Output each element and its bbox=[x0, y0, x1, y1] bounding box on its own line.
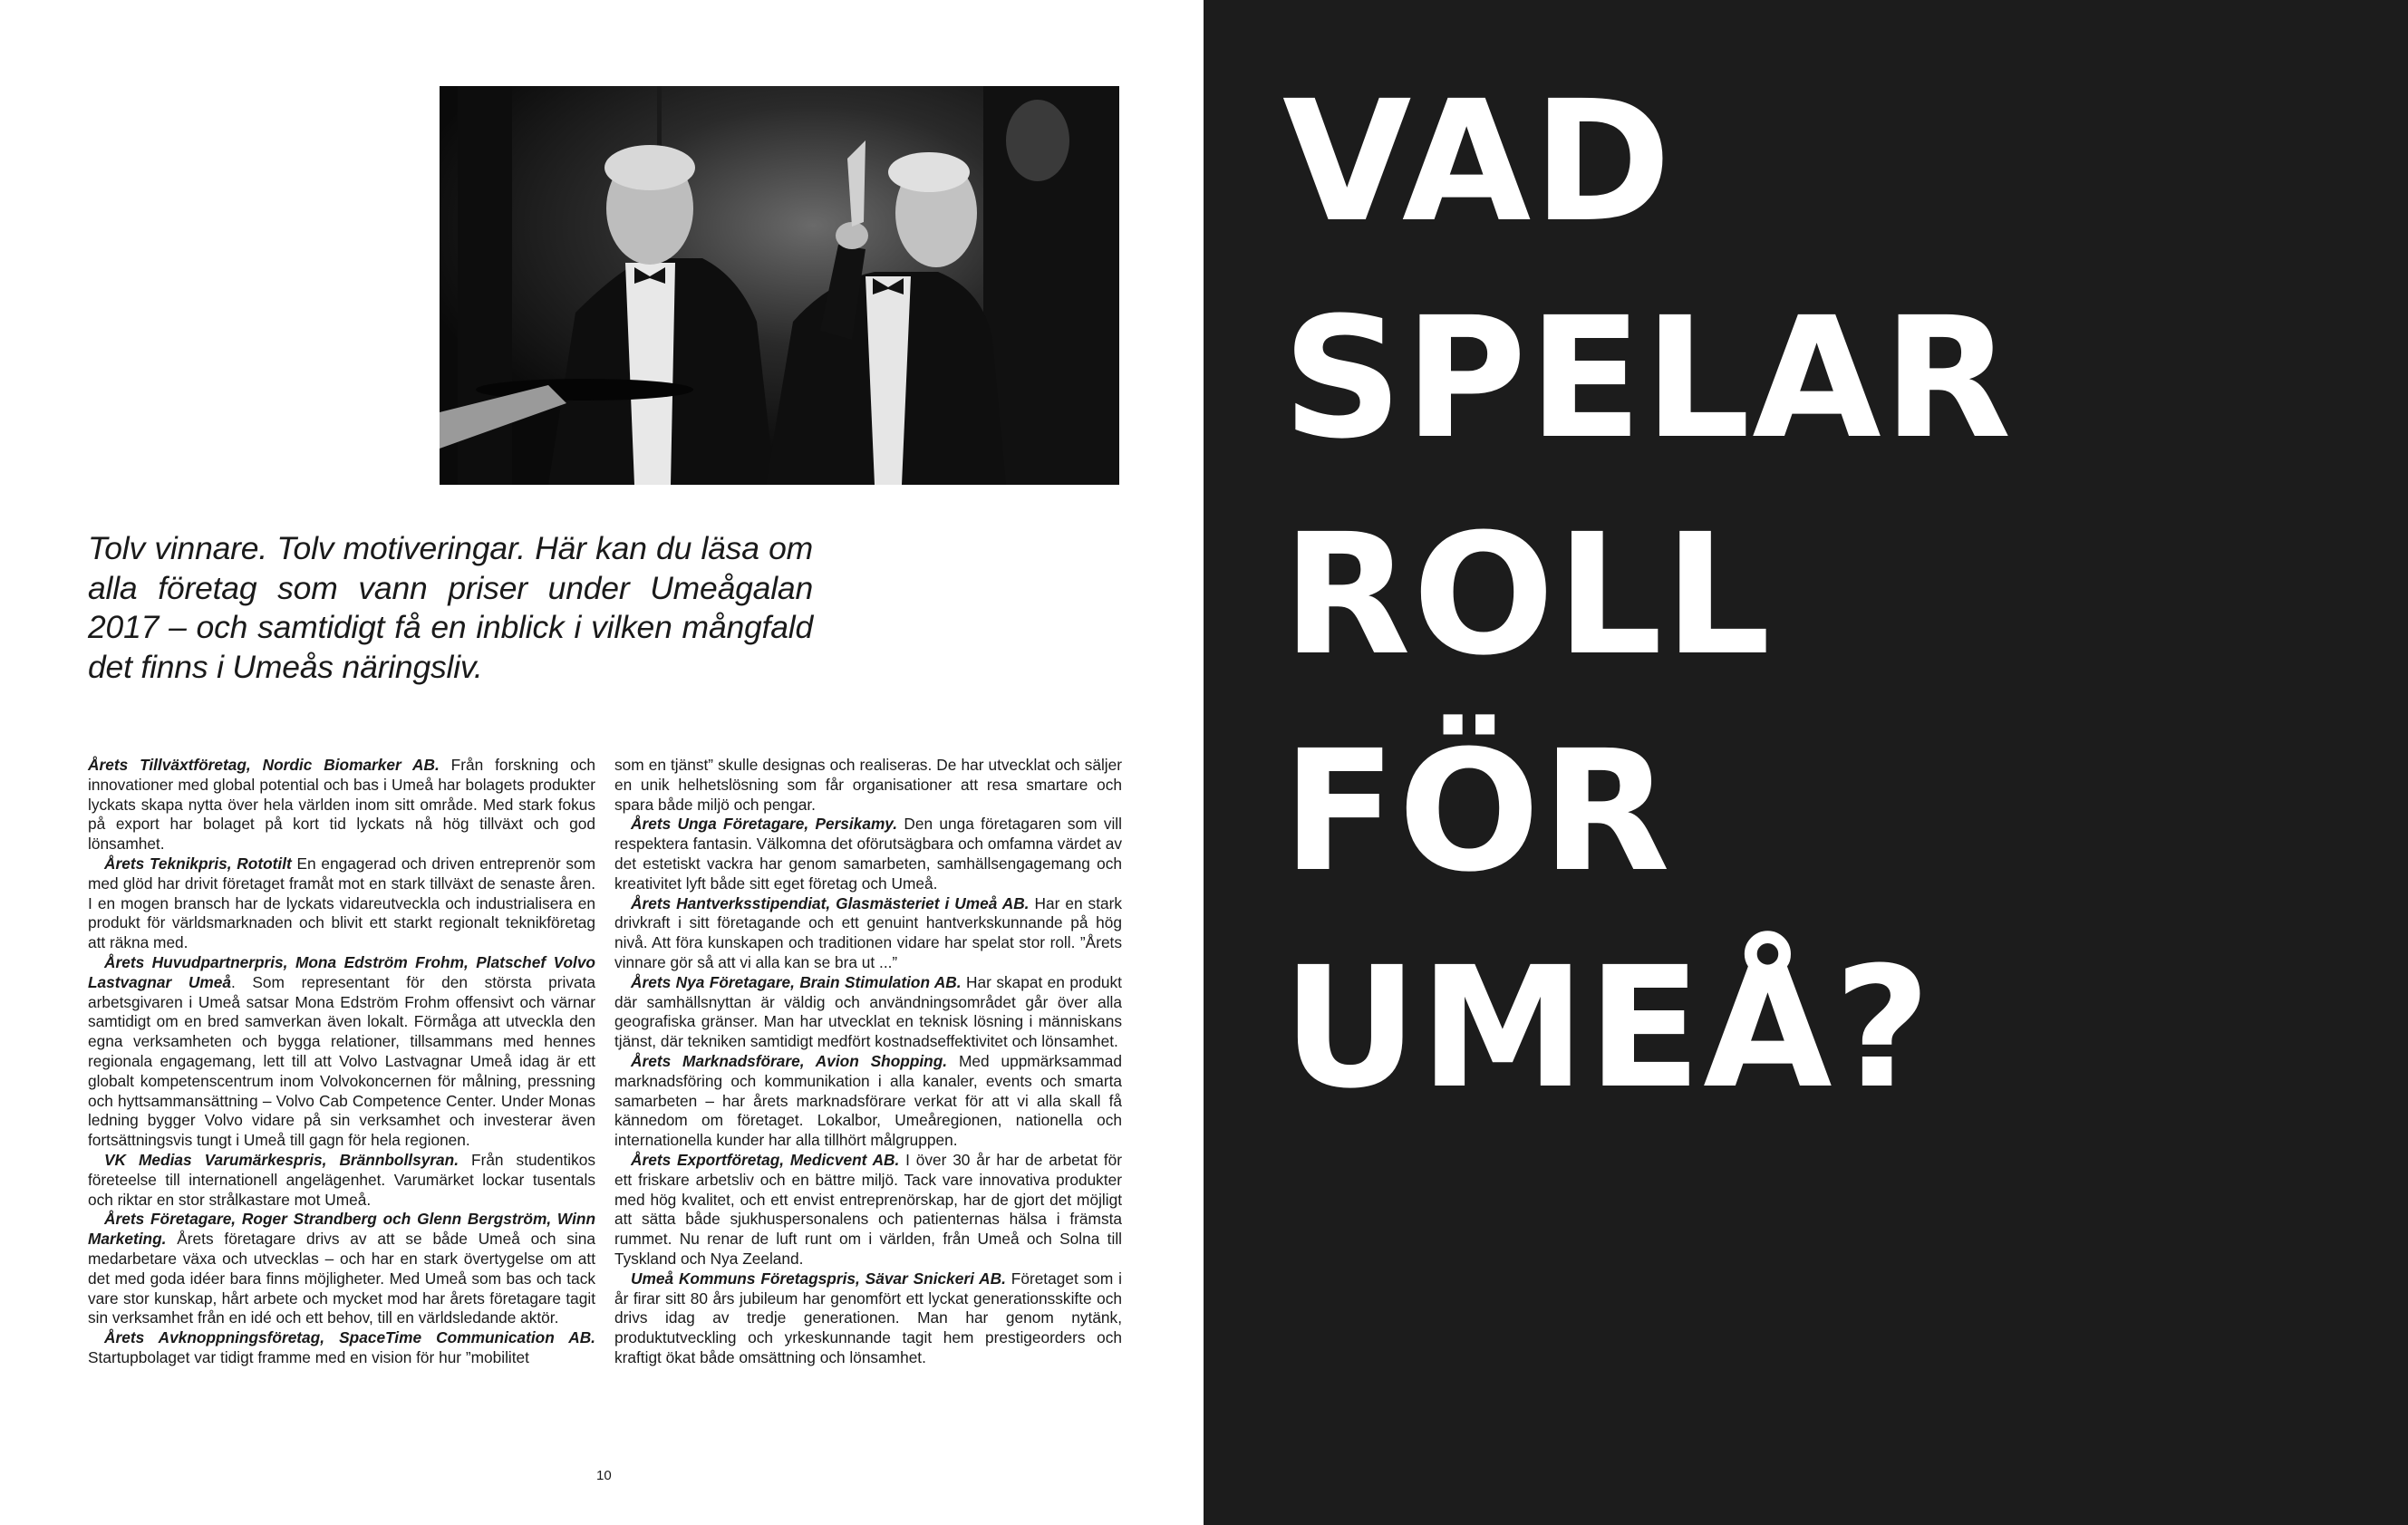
headline bbox=[1282, 54, 2370, 1137]
award-paragraph: Årets Avknoppningsföretag, SpaceTime Communication AB. Startupbolaget var tidigt framme med en vision för hur ”mobilitet bbox=[88, 1328, 595, 1366]
award-paragraph: Årets Tillväxtföretag, Nordic Biomarker AB. Från forskning och innovationer med global potential och bas i Umeå har bolagets produkter lyckats skapa nytta över hela världen inom sitt område. Med stark fokus på export har bolaget på kort tid lyckats nå hög tillväxt och god lönsamhet. bbox=[88, 756, 595, 854]
intro-text: Tolv vinnare. Tolv motiveringar. Här kan du läsa om alla företag som vann priser under Umeågalan 2017 – och samtidigt få en inblick i vilken mångfald det finns i Umeås näringsliv. bbox=[88, 530, 813, 685]
page-number: 10 bbox=[596, 1468, 612, 1483]
award-paragraph: Årets Unga Företagare, Persikamy. Den unga företagaren som vill respektera fantasin. Välkomna det oförutsägbara och omfamna värdet av det estetiskt vackra har genom samarbeten, samhällsengagemang och kreativitet lyft både sitt eget företag och Umeå. bbox=[614, 815, 1122, 893]
headline-line: UMEÅ? bbox=[1282, 931, 1933, 1125]
article-column-left bbox=[88, 756, 595, 1368]
award-paragraph: Årets Huvudpartnerpris, Mona Edström Frohm, Platschef Volvo Lastvagnar Umeå. Som representant för den största privata arbetsgivaren i Umeå satsar Mona Edström Frohm offensivt och värnar samtidigt om en bred samverkan även lokalt. Förmåga att utveckla den egna verksamheten och bygga relationer, tillsammans med hennes regionala engagemang, lett till att Volvo Lastvagnar Umeå idag är ett globalt kompetenscentrum inom Volvokoncernen för målning, pressning och hyttsammansättning – Volvo Cab Competence Center. Under Monas ledning bygger Volvo vidare på sin verksamhet och investerar även fortsättningsvis tungt i Umeå till gagn för hela regionen. bbox=[88, 952, 595, 1150]
award-paragraph: Årets Nya Företagare, Brain Stimulation AB. Har skapat en produkt där samhällsnyttan är väldig och användningsområdet går över alla geografiska gränser. Man har utvecklat en teknisk lösning i människans tjänst, där tekniken samtidigt medfört kostnadseffektivitet och lönsamhet. bbox=[614, 972, 1122, 1051]
headline-line: ROLL bbox=[1282, 498, 1773, 692]
headline-line: SPELAR bbox=[1282, 282, 2014, 476]
award-paragraph: Årets Exportföretag, Medicvent AB. I över 30 år har de arbetat för ett friskare arbetsliv och en bättre miljö. Tack vare innovativa produkter med hög kvalitet, och ett envist entreprenörskap, har de gjort det möjligt att sätta både sjukhuspersonalens och patienternas hälsa i främsta rummet. Nu renar de luft runt om i världen, från Umeå och Solna till Tyskland och Nya Zeeland. bbox=[614, 1150, 1122, 1268]
award-paragraph: Årets Företagare, Roger Strandberg och Glenn Bergström, Winn Marketing. Årets företagare drivs av att se både Umeå och sina medarbetare växa och utvecklas – och har en stark övertygelse om att det med goda idéer bara finns möjligheter. Med Umeå som bas och tack vare stor kunskap, hårt arbete och mycket mod har årets företagare tagit sin verksamhet från en idé och ett behov, till en världsledande aktör. bbox=[88, 1210, 595, 1327]
article-column-right bbox=[614, 756, 1122, 1368]
award-paragraph: Årets Hantverksstipendiat, Glasmästeriet i Umeå AB. Har en stark drivkraft i sitt företagande och ett genuint hantverkskunnande på hög nivå. Att föra kunskapen och traditionen vidare har spelat stor roll. ”Årets vinnare gör så att vi alla kan se bra ut ...” bbox=[614, 893, 1123, 971]
award-paragraph: Umeå Kommuns Företagspris, Sävar Snickeri AB. Företaget som i år firar sitt 80 års jubileum har genomfört ett lyckat generationsskifte och drivs idag av tredje generationen. Man har genom nytänk, produktutveckling och yrkeskunnande tagit hem prestigeorders och kraftigt ökat både omsättning och lönsamhet. bbox=[614, 1269, 1122, 1366]
headline-line: FÖR bbox=[1282, 715, 1672, 909]
award-paragraph: som en tjänst” skulle designas och realiseras. De har utvecklat och säljer en unik helhetslösning som får organisationer att resa smartare och spara både miljö och pengar. bbox=[614, 756, 1122, 814]
award-paragraph: Årets Marknadsförare, Avion Shopping. Med uppmärksammad marknadsföring och kommunikation i alla kanaler, events och smarta samarbeten – har årets marknadsförare verkat för att vi alla skall få kännedom om företaget. Lokalbor, Umeåregionen, nationella och internationella kunder har alla tillhört målgruppen. bbox=[614, 1051, 1122, 1150]
award-paragraph: VK Medias Varumärkespris, Brännbollsyran. Från studentikos företeelse till internationell angelägenhet. Varumärket lockar tusentals och riktar en stor strålkastare mot Umeå. bbox=[88, 1150, 595, 1209]
headline-line: VAD bbox=[1282, 65, 1674, 259]
award-photo bbox=[440, 86, 1119, 485]
award-paragraph: Årets Teknikpris, Rototilt En engagerad och driven entreprenör som med glöd har drivit företaget framåt mot en stark tillväxt de senaste åren. I en mogen bransch har de lyckats vidareutveckla och industrialisera en produkt för världsmarknaden och blivit ett starkt regionalt teknikföretag att räkna med. bbox=[88, 854, 596, 952]
